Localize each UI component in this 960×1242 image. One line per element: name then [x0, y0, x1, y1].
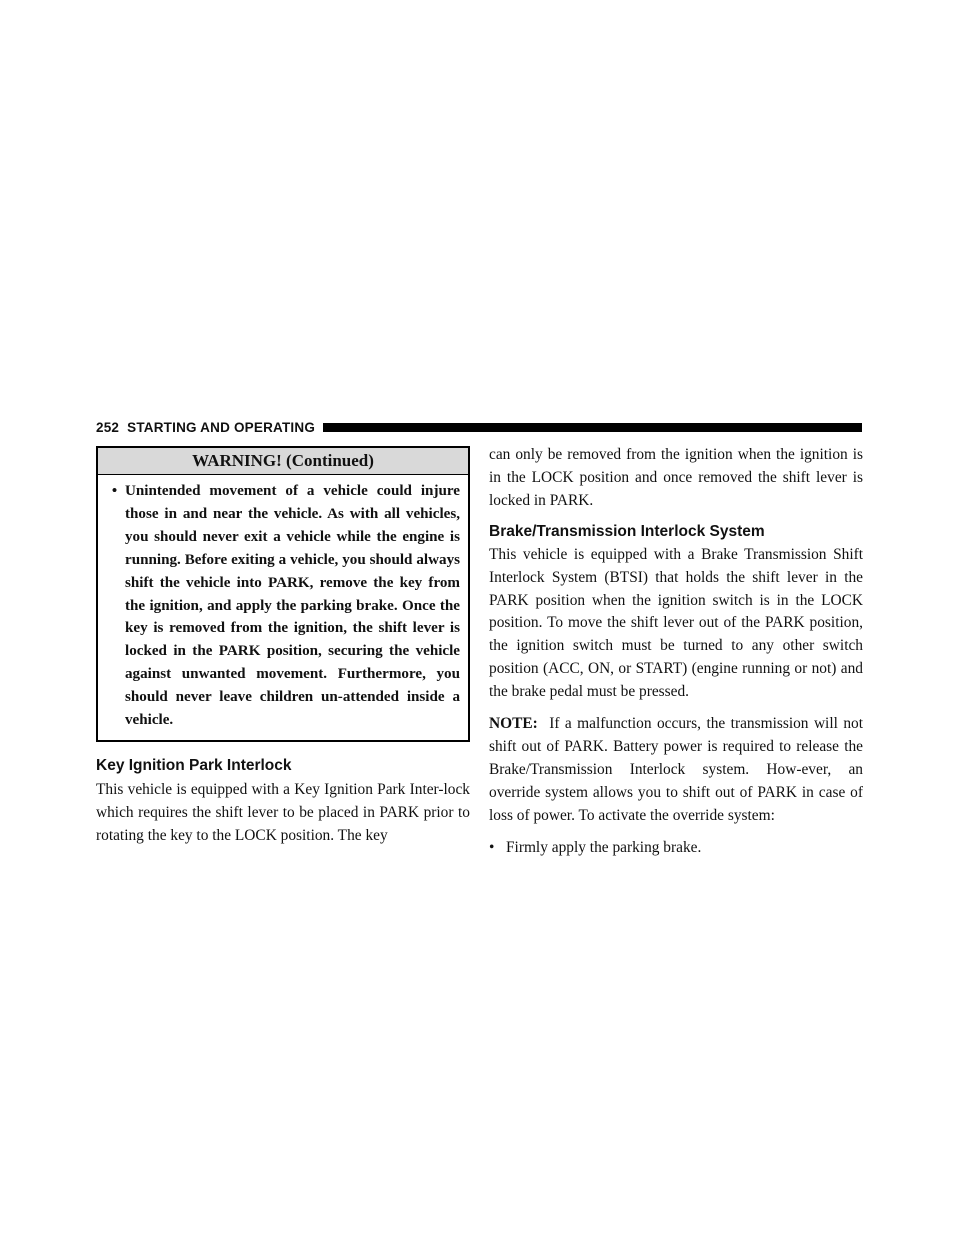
bullet-text: Firmly apply the parking brake.: [506, 838, 702, 856]
key-ignition-paragraph: This vehicle is equipped with a Key Ignition Park Inter-lock which requires the shift lever to be placed in PARK prior to rotating the key to the LOCK position. The key: [96, 780, 470, 844]
left-column: [96, 446, 470, 848]
note-text: If a malfunction occurs, the transmission will not shift out of PARK. Battery power is required to release the Brake/Transmission Interlock system. How-ever, an override system allows you to shift out of PARK in case of loss of power. To activate the override system:: [489, 715, 863, 824]
note-label: NOTE:: [489, 715, 538, 733]
header-rule: [323, 423, 862, 432]
bullet-icon: •: [489, 838, 495, 856]
key-ignition-heading: Key Ignition Park Interlock: [96, 756, 292, 774]
warning-title: WARNING! (Continued): [98, 448, 468, 475]
warning-text: Unintended movement of a vehicle could injure those in and near the vehicle. As with all vehicles, you should never exit a vehicle while the engine is running. Before exiting a vehicle, you should always shift the vehicle into PARK, remove the key from the ignition, and apply the parking brake. Once the key is removed from the ignition, the shift lever is locked in the PARK position, securing the vehicle against unwanted movement. Furthermore, you should never leave children un-attended inside a vehicle.: [125, 483, 460, 729]
list-item: [489, 837, 863, 860]
brake-interlock-heading: Brake/Transmission Interlock System: [489, 522, 765, 540]
key-ignition-paragraph-continued: can only be removed from the ignition when the ignition is in the LOCK position and once removed the shift lever is locked in PARK.: [489, 446, 863, 509]
warning-box: [96, 446, 470, 742]
right-column: [489, 444, 863, 860]
bullet-icon: •: [111, 483, 118, 499]
page-header: [96, 418, 862, 436]
section-title: STARTING AND OPERATING: [127, 419, 316, 435]
page-number: 252: [96, 419, 120, 435]
warning-bullet-item: [98, 475, 468, 740]
note-paragraph: [489, 713, 863, 828]
brake-interlock-paragraph: This vehicle is equipped with a Brake Transmission Shift Interlock System (BTSI) that holds the shift lever in the PARK position when the ignition switch is in the LOCK position. To move the shift lever out of the PARK position, the ignition switch must be turned to any other switch position (ACC, ON, or START) (engine running or not) and the brake pedal must be pressed.: [489, 545, 863, 701]
